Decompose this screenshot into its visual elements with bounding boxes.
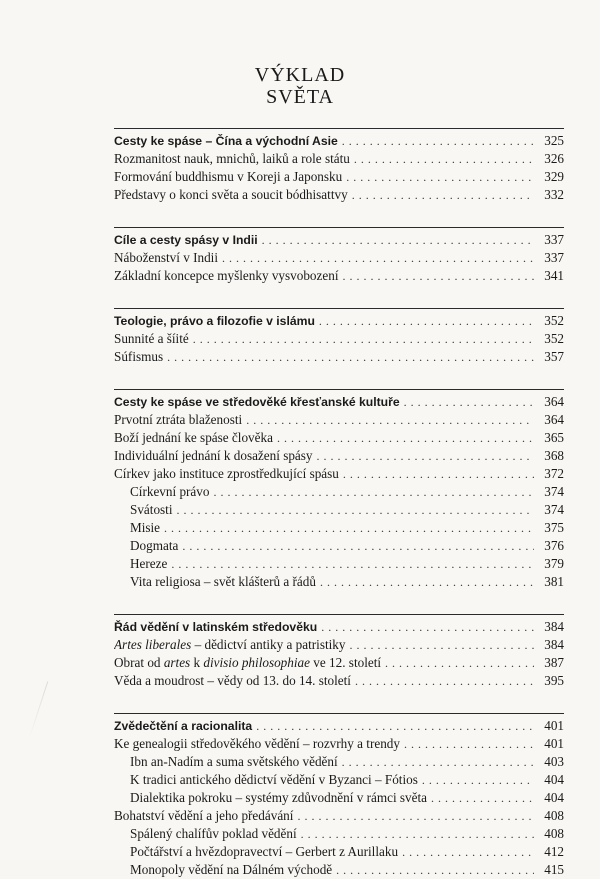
page-number: 329 — [544, 169, 564, 184]
page-number: 365 — [544, 430, 564, 445]
page-number: 374 — [544, 502, 564, 517]
dot-leader — [343, 267, 535, 285]
page-number: 412 — [544, 844, 564, 859]
page-number: 352 — [544, 313, 564, 328]
page-number: 326 — [544, 151, 564, 166]
toc-entry-label: Boží jednání ke spáse člověka — [114, 430, 273, 445]
toc-entry-label: Cíle a cesty spásy v Indii — [114, 233, 258, 247]
toc-entry-label: Formování buddhismu v Koreji a Japonsku — [114, 169, 343, 184]
toc-entry[interactable] — [114, 753, 564, 771]
toc-section-heading[interactable] — [114, 132, 564, 150]
section-gap — [114, 285, 564, 308]
toc-entry-label: Základní koncepce myšlenky vysvobození — [114, 268, 339, 283]
page-number: 404 — [544, 772, 564, 787]
toc-entry[interactable] — [114, 519, 564, 537]
toc-entry-label: Ibn an-Nadím a suma světského vědění — [130, 754, 338, 769]
section-divider — [114, 128, 564, 129]
page-number: 357 — [544, 349, 564, 364]
dot-leader — [222, 249, 534, 267]
toc-entry-label: Dogmata — [130, 538, 179, 553]
toc-entry-label: Teologie, právo a filozofie v islámu — [114, 314, 315, 328]
toc-entry[interactable] — [114, 861, 564, 879]
page-number: 341 — [544, 268, 564, 283]
toc-section — [114, 614, 564, 690]
toc-entry[interactable] — [114, 555, 564, 573]
page-number: 381 — [544, 574, 564, 589]
page-number: 401 — [544, 736, 564, 751]
section-divider — [114, 713, 564, 714]
dot-leader — [385, 654, 534, 672]
page-number: 408 — [544, 808, 564, 823]
toc-section-heading[interactable] — [114, 393, 564, 411]
page-number: 403 — [544, 754, 564, 769]
dot-leader — [213, 483, 534, 501]
dot-leader — [404, 393, 534, 411]
toc-entry[interactable] — [114, 267, 564, 285]
toc-entry[interactable] — [114, 150, 564, 168]
dot-leader — [193, 330, 534, 348]
toc-entry[interactable] — [114, 483, 564, 501]
section-gap — [114, 204, 564, 227]
toc-entry-label: Církevní právo — [130, 484, 210, 499]
dot-leader — [246, 411, 534, 429]
dot-leader — [321, 618, 534, 636]
toc-entry-label: Monopoly vědění na Dálném východě — [130, 862, 333, 877]
page-number: 387 — [544, 655, 564, 670]
toc-entry-label: Prvotní ztráta blaženosti — [114, 412, 243, 427]
toc-entry-label: Představy o konci světa a soucit bódhisattvy — [114, 187, 348, 202]
toc-entry-label: Náboženství v Indii — [114, 250, 219, 265]
dot-leader — [402, 843, 534, 861]
toc-entry-label: Misie — [130, 520, 161, 535]
toc-section-heading[interactable] — [114, 717, 564, 735]
toc-entry[interactable] — [114, 168, 564, 186]
section-divider — [114, 389, 564, 390]
dot-leader — [182, 537, 534, 555]
toc-entry[interactable] — [114, 501, 564, 519]
dot-leader — [171, 555, 534, 573]
toc-entry-label: Dialektika pokroku – systémy zdůvodnění v rámci světa — [130, 790, 428, 805]
toc-entry-label: Sunnité a šíité — [114, 331, 189, 346]
dot-leader — [342, 753, 534, 771]
dot-leader — [319, 312, 534, 330]
toc-entry[interactable] — [114, 186, 564, 204]
toc-entry-label: Cesty ke spáse ve středověké křesťanské kultuře — [114, 395, 400, 409]
page-number: 376 — [544, 538, 564, 553]
toc-entry-label: Obrat od artes k divisio philosophiae ve 12. století — [114, 655, 382, 670]
dot-leader — [256, 717, 534, 735]
page-number: 379 — [544, 556, 564, 571]
page-number: 384 — [544, 619, 564, 634]
dot-leader — [343, 465, 534, 483]
toc-entry[interactable] — [114, 447, 564, 465]
page-number: 374 — [544, 484, 564, 499]
dot-leader — [167, 348, 534, 366]
page-number: 352 — [544, 331, 564, 346]
dot-leader — [349, 636, 534, 654]
page-number: 325 — [544, 133, 564, 148]
dot-leader — [301, 825, 534, 843]
dot-leader — [342, 132, 534, 150]
toc-section — [114, 128, 564, 204]
toc-entry[interactable] — [114, 429, 564, 447]
dot-leader — [297, 807, 534, 825]
page-number: 375 — [544, 520, 564, 535]
page-number: 404 — [544, 790, 564, 805]
dot-leader — [317, 447, 534, 465]
page-number: 408 — [544, 826, 564, 841]
toc-entry-label: Věda a moudrost – vědy od 13. do 14. století — [114, 673, 351, 688]
section-gap — [114, 366, 564, 389]
toc-entry[interactable] — [114, 789, 564, 807]
toc-entry[interactable] — [114, 672, 564, 690]
toc-entry-label: Súfismus — [114, 349, 164, 364]
dot-leader — [262, 231, 534, 249]
page-mark — [29, 681, 48, 738]
toc-section — [114, 389, 564, 591]
toc-entry[interactable] — [114, 636, 564, 654]
toc-entry-label: Zvědečtění a racionalita — [114, 719, 253, 733]
toc-entry[interactable] — [114, 825, 564, 843]
toc-entry[interactable] — [114, 411, 564, 429]
toc-section-heading[interactable] — [114, 312, 564, 330]
page-number: 364 — [544, 412, 564, 427]
page-number: 384 — [544, 637, 564, 652]
table-of-contents — [114, 128, 564, 879]
toc-entry-label: Ke genealogii středověkého vědění – rozvrhy a trendy — [114, 736, 400, 751]
dot-leader — [431, 789, 534, 807]
toc-entry[interactable] — [114, 249, 564, 267]
toc-entry-label: Spálený chalífův poklad vědění — [130, 826, 297, 841]
dot-leader — [164, 519, 534, 537]
toc-entry[interactable] — [114, 573, 564, 591]
page-number: 401 — [544, 718, 564, 733]
toc-entry-label: Artes liberales – dědictví antiky a patristiky — [114, 637, 346, 652]
page-number: 364 — [544, 394, 564, 409]
toc-entry[interactable] — [114, 537, 564, 555]
page-number: 332 — [544, 187, 564, 202]
dot-leader — [404, 735, 534, 753]
section-divider — [114, 308, 564, 309]
section-divider — [114, 614, 564, 615]
toc-entry-label: Vita religiosa – svět klášterů a řádů — [130, 574, 316, 589]
toc-section — [114, 227, 564, 285]
toc-section-heading[interactable] — [114, 618, 564, 636]
toc-entry-label: Cesty ke spáse – Čína a východní Asie — [114, 134, 338, 148]
toc-entry[interactable] — [114, 465, 564, 483]
toc-entry[interactable] — [114, 771, 564, 789]
toc-entry[interactable] — [114, 654, 564, 672]
toc-entry-label: Svátosti — [130, 502, 173, 517]
toc-section — [114, 713, 564, 879]
page-number: 372 — [544, 466, 564, 481]
page-number: 368 — [544, 448, 564, 463]
dot-leader — [346, 168, 534, 186]
section-gap — [114, 690, 564, 713]
dot-leader — [277, 429, 534, 447]
dot-leader — [336, 861, 534, 879]
dot-leader — [352, 186, 534, 204]
section-divider — [114, 227, 564, 228]
page-title-line-1: VÝKLAD — [254, 64, 346, 86]
dot-leader — [354, 150, 534, 168]
dot-leader — [355, 672, 534, 690]
toc-section-heading[interactable] — [114, 231, 564, 249]
page-number: 415 — [544, 862, 564, 877]
toc-entry-label: Individuální jednání k dosažení spásy — [114, 448, 313, 463]
page-number: 337 — [544, 250, 564, 265]
toc-entry-label: Rozmanitost nauk, mnichů, laiků a role státu — [114, 151, 350, 166]
toc-entry[interactable] — [114, 330, 564, 348]
toc-entry-label: Řád vědění v latinském středověku — [114, 620, 318, 634]
toc-section — [114, 308, 564, 366]
toc-entry[interactable] — [114, 807, 564, 825]
dot-leader — [177, 501, 535, 519]
page-title-line-2: SVĚTA — [266, 86, 334, 108]
dot-leader — [422, 771, 534, 789]
page-number: 395 — [544, 673, 564, 688]
toc-entry-label: K tradici antického dědictví vědění v Byzanci – Fótios — [130, 772, 418, 787]
page-number: 337 — [544, 232, 564, 247]
toc-entry-label: Počtářství a hvězdopravectví – Gerbert z Aurillaku — [130, 844, 399, 859]
toc-entry[interactable] — [114, 348, 564, 366]
section-gap — [114, 591, 564, 614]
toc-entry[interactable] — [114, 843, 564, 861]
toc-entry[interactable] — [114, 735, 564, 753]
dot-leader — [320, 573, 534, 591]
toc-entry-label: Církev jako instituce zprostředkující spásu — [114, 466, 339, 481]
toc-entry-label: Hereze — [130, 556, 168, 571]
toc-entry-label: Bohatství vědění a jeho předávání — [114, 808, 294, 823]
